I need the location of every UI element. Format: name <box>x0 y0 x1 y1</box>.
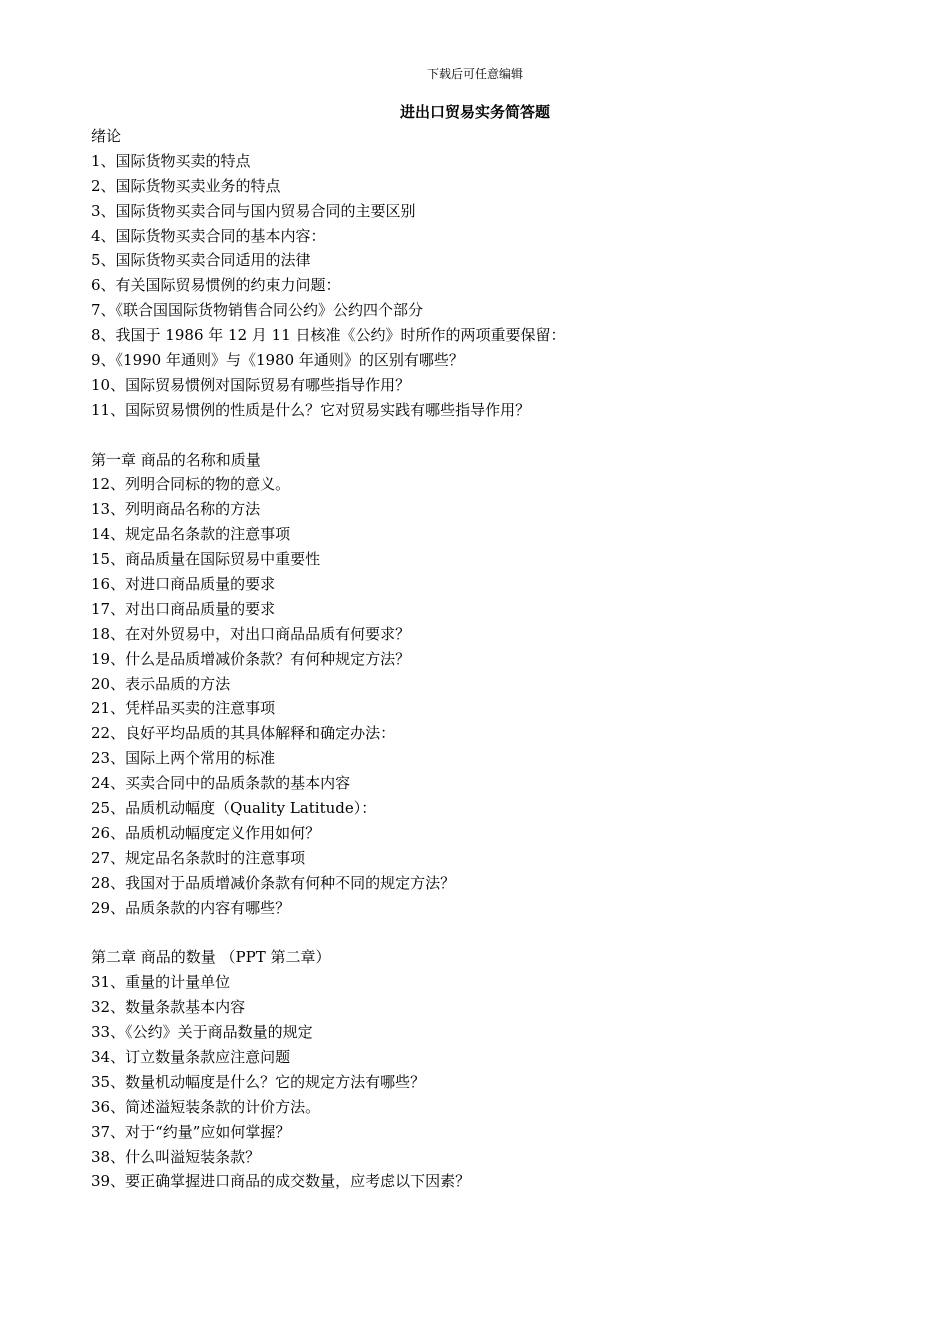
blank-line <box>91 921 871 946</box>
question-item: 4、国际货物买卖合同的基本内容： <box>91 226 326 245</box>
question-item: 12、列明合同标的物的意义。 <box>91 475 291 494</box>
document-body <box>91 124 871 1194</box>
question-item: 35、数量机动幅度是什么？它的规定方法有哪些？ <box>91 1072 426 1091</box>
question-item: 31、重量的计量单位 <box>91 973 231 992</box>
question-item: 29、品质条款的内容有哪些？ <box>91 898 291 917</box>
question-item: 33、《公约》关于商品数量的规定 <box>91 1023 313 1042</box>
question-item: 11、国际贸易惯例的性质是什么？它对贸易实践有哪些指导作用？ <box>91 400 531 419</box>
question-item: 37、对于“约量”应如何掌握？ <box>91 1122 291 1141</box>
question-item: 28、我国对于品质增减价条款有何种不同的规定方法？ <box>91 873 456 892</box>
section-heading: 第一章 商品的名称和质量 <box>91 450 261 469</box>
question-item: 17、对出口商品质量的要求 <box>91 599 276 618</box>
question-item: 7、《联合国国际货物销售合同公约》公约四个部分 <box>91 301 424 320</box>
question-item: 22、良好平均品质的其具体解释和确定办法： <box>91 724 396 743</box>
question-item: 38、什么叫溢短装条款？ <box>91 1147 261 1166</box>
question-item: 2、国际货物买卖业务的特点 <box>91 176 281 195</box>
document-title: 进出口贸易实务简答题 <box>399 103 550 121</box>
question-item: 27、规定品名条款时的注意事项 <box>91 848 306 867</box>
question-item: 39、要正确掌握进口商品的成交数量，应考虑以下因素？ <box>91 1172 471 1191</box>
question-item: 16、对进口商品质量的要求 <box>91 575 276 594</box>
question-item: 3、国际货物买卖合同与国内贸易合同的主要区别 <box>91 201 416 220</box>
question-item: 15、商品质量在国际贸易中重要性 <box>91 550 321 569</box>
section-heading: 第二章 商品的数量 （PPT 第二章） <box>91 948 331 967</box>
question-item: 21、凭样品买卖的注意事项 <box>91 699 276 718</box>
section-heading: 绪论 <box>91 127 122 145</box>
question-item: 18、在对外贸易中，对出口商品品质有何要求？ <box>91 624 411 643</box>
question-item: 25、品质机动幅度（Quality Latitude）： <box>91 799 377 818</box>
question-item: 20、表示品质的方法 <box>91 674 231 693</box>
question-item: 36、简述溢短装条款的计价方法。 <box>91 1097 321 1116</box>
question-item: 8、我国于 1986 年 12 月 11 日核准《公约》时所作的两项重要保留： <box>91 326 566 345</box>
question-item: 1、国际货物买卖的特点 <box>91 151 251 170</box>
blank-line <box>91 423 871 448</box>
question-item: 26、品质机动幅度定义作用如何？ <box>91 823 321 842</box>
question-item: 6、有关国际贸易惯例的约束力问题： <box>91 276 341 295</box>
question-item: 32、数量条款基本内容 <box>91 998 246 1017</box>
question-item: 10、国际贸易惯例对国际贸易有哪些指导作用？ <box>91 375 411 394</box>
question-item: 9、《1990 年通则》与《1980 年通则》的区别有哪些？ <box>91 351 464 370</box>
question-item: 5、国际货物买卖合同适用的法律 <box>91 251 311 270</box>
question-item: 14、规定品名条款的注意事项 <box>91 525 291 544</box>
question-item: 34、订立数量条款应注意问题 <box>91 1047 291 1066</box>
question-item: 24、买卖合同中的品质条款的基本内容 <box>91 774 351 793</box>
question-item: 13、列明商品名称的方法 <box>91 500 261 519</box>
header-note: 下载后可任意编辑 <box>426 67 523 81</box>
question-item: 19、什么是品质增减价条款？有何种规定方法？ <box>91 649 411 668</box>
question-item: 23、国际上两个常用的标准 <box>91 749 276 768</box>
